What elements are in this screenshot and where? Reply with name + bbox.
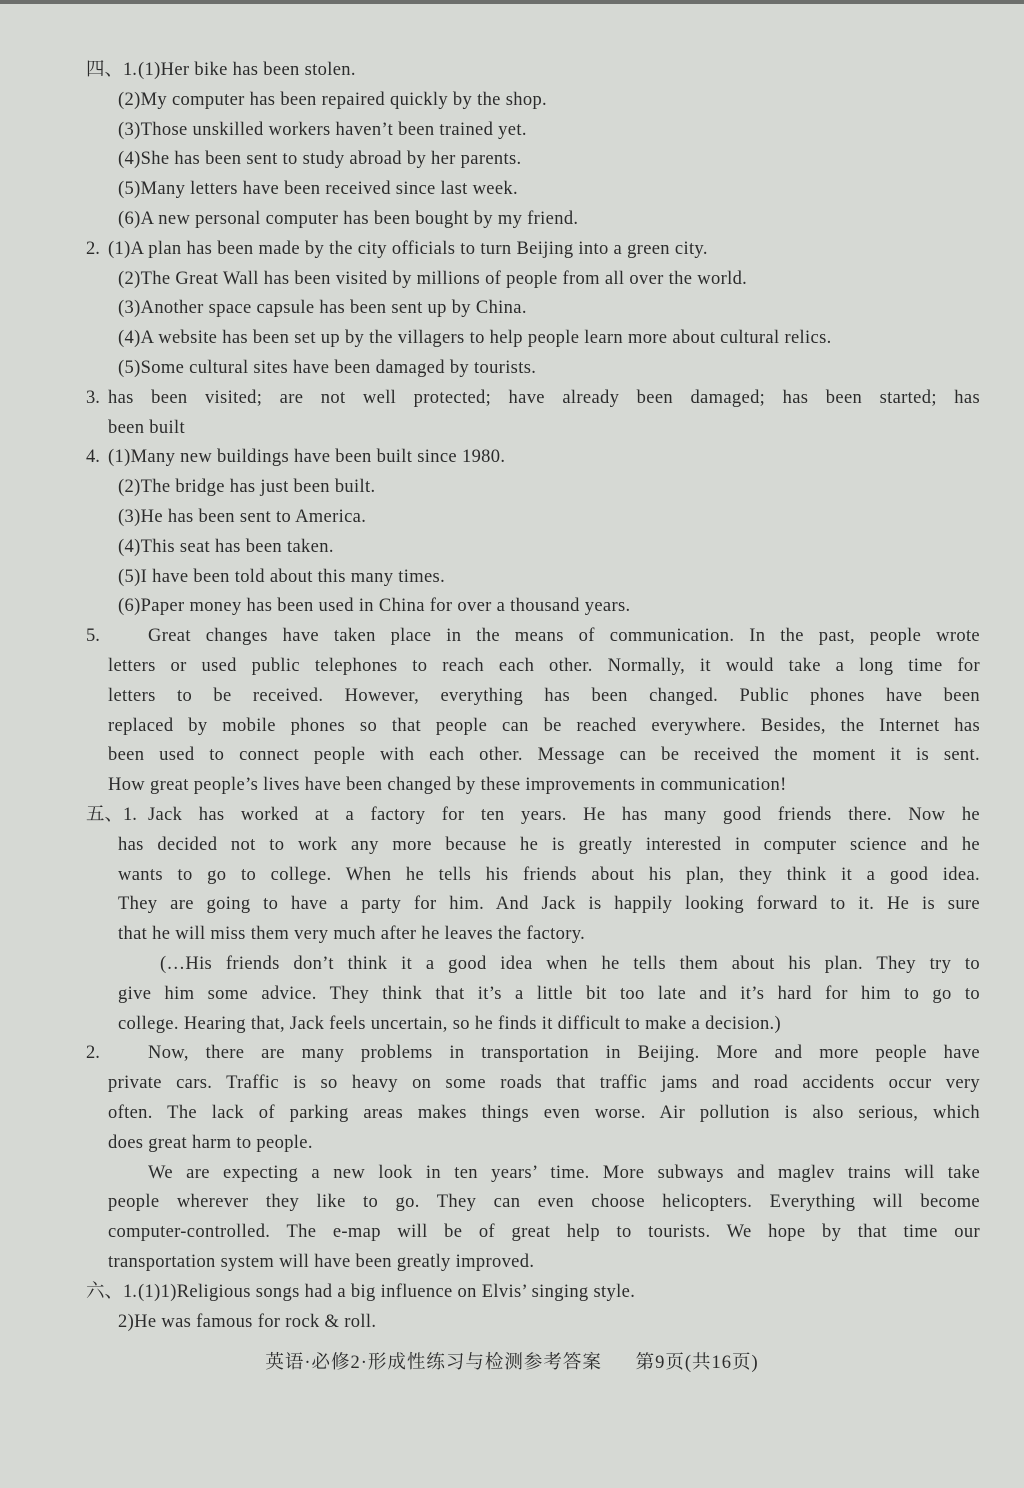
answer-line: has decided not to work any more because he is greatly interested in computer science and he	[118, 834, 980, 855]
answer-line: replaced by mobile phones so that people can be reached everywhere. Besides, the Internet has	[108, 715, 980, 736]
answer-line: been built	[108, 417, 185, 438]
page-footer	[0, 1348, 1024, 1374]
answer-line: (…His friends don’t think it a good idea when he tells them about his plan. They try to	[160, 954, 980, 974]
answer-line: (1)Her bike has been stolen.	[138, 60, 356, 80]
answer-line: They are going to have a party for him. And Jack is happily looking forward to it. He is sure	[118, 894, 980, 915]
answer-line: (6)Paper money has been used in China for over a thousand years.	[118, 596, 631, 617]
answer-line: letters to be received. However, everything has been changed. Public phones have been	[108, 685, 980, 706]
footer-page-number: 第9页(共16页)	[635, 1353, 759, 1373]
answer-line: We are expecting a new look in ten years’ time. More subways and maglev trains will take	[148, 1162, 980, 1183]
answer-line: 2)He was famous for rock & roll.	[118, 1311, 377, 1332]
answer-line: private cars. Traffic is so heavy on some roads that traffic jams and road accidents occur very	[108, 1073, 980, 1094]
answer-line: has been visited; are not well protected; have already been damaged; has been started; has	[108, 387, 980, 408]
answer-line: (5)Some cultural sites have been damaged by tourists.	[118, 358, 537, 378]
answer-line: Great changes have taken place in the means of communication. In the past, people wrote	[148, 626, 980, 647]
footer-title: 英语·必修2·形成性练习与检测参考答案	[265, 1353, 602, 1373]
answer-line: does great harm to people.	[108, 1132, 313, 1153]
answer-line: college. Hearing that, Jack feels uncertain, so he finds it difficult to make a decision.)	[118, 1013, 782, 1034]
item-number: 4.	[86, 447, 100, 468]
answer-line: (1)1)Religious songs had a big influence on Elvis’ singing style.	[138, 1281, 636, 1302]
item-number: 2.	[86, 238, 100, 259]
answer-line: (5)Many letters have been received since last week.	[118, 179, 519, 200]
answer-line: transportation system will have been greatly improved.	[108, 1252, 535, 1272]
answer-line: (2)The bridge has just been built.	[118, 477, 376, 498]
answer-line: Now, there are many problems in transportation in Beijing. More and more people have	[148, 1043, 980, 1064]
answer-line: often. The lack of parking areas makes things even worse. Air pollution is also serious, which	[108, 1103, 980, 1123]
answer-line: (4)This seat has been taken.	[118, 536, 334, 557]
item-number: 2.	[86, 1043, 100, 1064]
answer-line: (2)The Great Wall has been visited by millions of people from all over the world.	[118, 268, 748, 289]
answer-line: (4)She has been sent to study abroad by her parents.	[118, 149, 522, 170]
scan-edge	[0, 0, 1024, 4]
item-number: 3.	[86, 387, 100, 408]
answer-line: give him some advice. They think that it’s a little bit too late and it’s hard for him to go to	[118, 983, 980, 1004]
answer-line: (1)Many new buildings have been built since 1980.	[108, 447, 506, 468]
answer-line: (2)My computer has been repaired quickly by the shop.	[118, 89, 548, 110]
item-number: 五、1.	[86, 805, 137, 825]
answer-line: that he will miss them very much after he leaves the factory.	[118, 924, 586, 945]
answer-line: people wherever they like to go. They can even choose helicopters. Everything will become	[108, 1192, 980, 1213]
answer-line: (1)A plan has been made by the city officials to turn Beijing into a green city.	[108, 238, 708, 259]
answer-line: wants to go to college. When he tells his friends about his plan, they think it a good idea.	[118, 864, 980, 885]
answer-line: Jack has worked at a factory for ten years. He has many good friends there. Now he	[148, 805, 980, 825]
answer-line: (6)A new personal computer has been bought by my friend.	[118, 209, 579, 229]
answer-line: been used to connect people with each other. Message can be received the moment it is sent.	[108, 745, 980, 766]
item-number: 5.	[86, 626, 100, 647]
answer-line: How great people’s lives have been changed by these improvements in communication!	[108, 775, 787, 796]
item-number: 六、1.	[86, 1281, 137, 1302]
answer-line: (4)A website has been set up by the villagers to help people learn more about cultural relics.	[118, 328, 832, 349]
answer-line: (3)Another space capsule has been sent up by China.	[118, 298, 527, 319]
item-number: 四、1.	[86, 60, 137, 80]
answer-line: (3)Those unskilled workers haven’t been trained yet.	[118, 119, 527, 140]
answer-line: computer-controlled. The e-map will be of great help to tourists. We hope by that time our	[108, 1222, 980, 1243]
answer-line: letters or used public telephones to reach each other. Normally, it would take a long time for	[108, 656, 980, 676]
answer-line: (3)He has been sent to America.	[118, 507, 367, 527]
answer-line: (5)I have been told about this many times.	[118, 566, 446, 587]
